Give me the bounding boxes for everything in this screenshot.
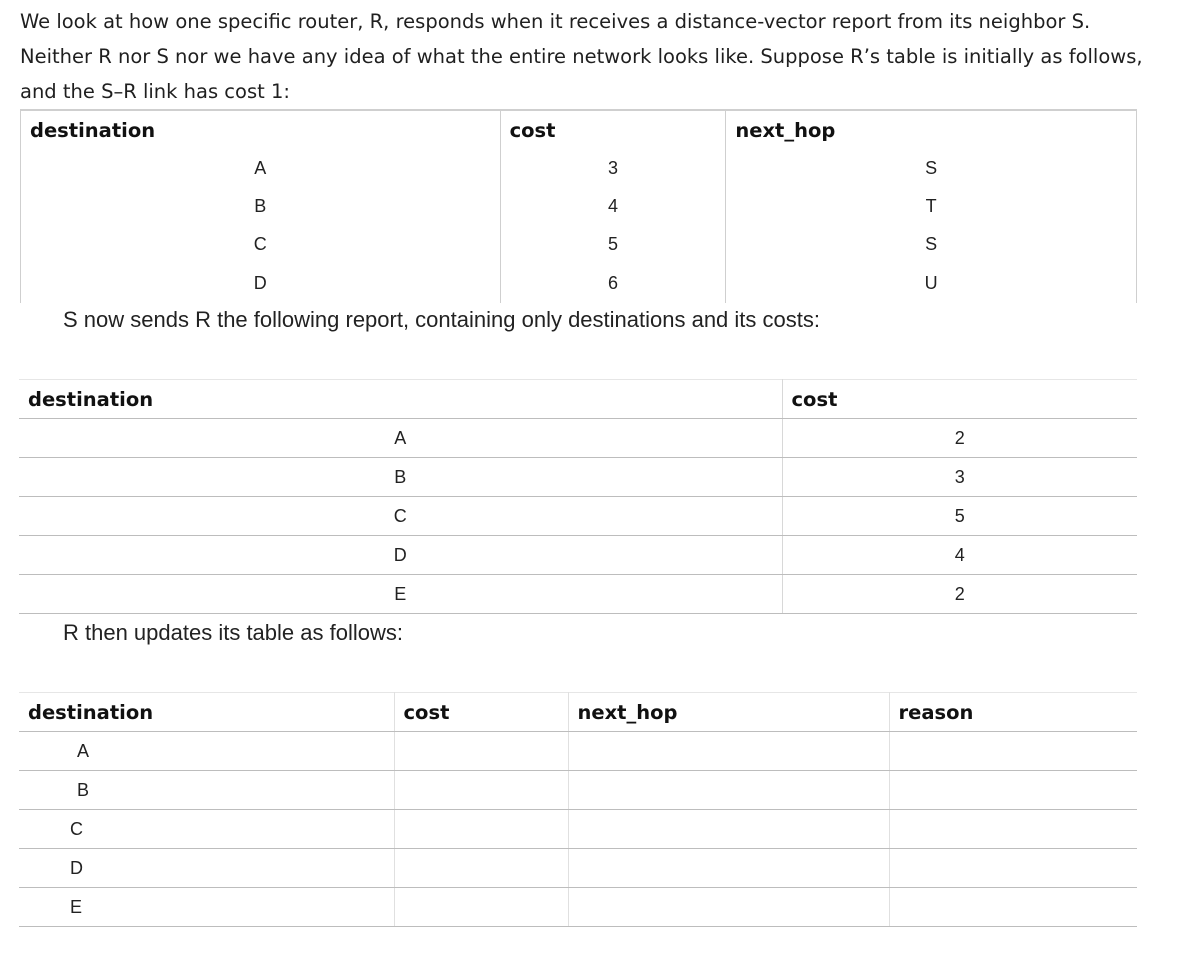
destination-cell: E xyxy=(19,888,394,927)
next-hop-cell xyxy=(568,732,889,771)
destination-cell: B xyxy=(21,187,501,225)
next-hop-cell: S xyxy=(726,225,1137,263)
table-row xyxy=(21,149,1137,187)
table-row xyxy=(19,497,1137,536)
cost-cell: 4 xyxy=(500,187,726,225)
initial-routing-table xyxy=(20,109,1137,303)
reason-cell xyxy=(889,849,1137,888)
next-hop-cell xyxy=(568,849,889,888)
cost-cell: 5 xyxy=(500,225,726,263)
cost-cell xyxy=(394,849,568,888)
cost-cell: 2 xyxy=(782,419,1137,458)
cost-cell: 3 xyxy=(500,149,726,187)
update-caption: R then updates its table as follows: xyxy=(63,620,403,645)
header-cost: cost xyxy=(500,110,726,149)
table-row xyxy=(21,263,1137,303)
next-hop-cell: T xyxy=(726,187,1137,225)
header-destination: destination xyxy=(21,110,501,149)
table-header-row xyxy=(19,380,1137,419)
destination-cell: C xyxy=(19,810,394,849)
table-row xyxy=(19,536,1137,575)
cost-cell xyxy=(394,771,568,810)
destination-cell: D xyxy=(21,263,501,303)
header-destination: destination xyxy=(19,693,394,732)
intro-line-1: We look at how one specific router, R, responds when it receives a distance-vector report from its neighbor S. xyxy=(20,10,1091,33)
header-reason: reason xyxy=(889,693,1137,732)
cost-cell: 4 xyxy=(782,536,1137,575)
destination-cell: C xyxy=(19,497,782,536)
next-hop-cell xyxy=(568,888,889,927)
cost-cell: 2 xyxy=(782,575,1137,614)
header-cost: cost xyxy=(782,380,1137,419)
header-destination: destination xyxy=(19,380,782,419)
destination-cell: A xyxy=(19,732,394,771)
table-row xyxy=(19,810,1137,849)
reason-cell xyxy=(889,732,1137,771)
destination-cell: D xyxy=(19,849,394,888)
header-cost: cost xyxy=(394,693,568,732)
updated-routing-table xyxy=(19,692,1137,927)
destination-cell: D xyxy=(19,536,782,575)
destination-cell: B xyxy=(19,771,394,810)
cost-cell: 6 xyxy=(500,263,726,303)
destination-cell: E xyxy=(19,575,782,614)
header-next-hop: next_hop xyxy=(726,110,1137,149)
table-row xyxy=(19,849,1137,888)
destination-cell: C xyxy=(21,225,501,263)
destination-cell: A xyxy=(21,149,501,187)
table-row xyxy=(19,732,1137,771)
cost-cell: 5 xyxy=(782,497,1137,536)
cost-cell xyxy=(394,732,568,771)
table-row xyxy=(19,419,1137,458)
reason-cell xyxy=(889,771,1137,810)
intro-paragraph xyxy=(20,4,1150,109)
table-header-row xyxy=(19,693,1137,732)
intro-line-3: and the S–R link has cost 1: xyxy=(20,80,290,103)
table-row xyxy=(19,458,1137,497)
destination-cell: A xyxy=(19,419,782,458)
header-next-hop: next_hop xyxy=(568,693,889,732)
next-hop-cell: S xyxy=(726,149,1137,187)
next-hop-cell: U xyxy=(726,263,1137,303)
table-row xyxy=(21,187,1137,225)
table-row xyxy=(19,575,1137,614)
table-row xyxy=(19,888,1137,927)
cost-cell: 3 xyxy=(782,458,1137,497)
cost-cell xyxy=(394,888,568,927)
reason-cell xyxy=(889,888,1137,927)
table-row xyxy=(21,225,1137,263)
next-hop-cell xyxy=(568,771,889,810)
neighbor-report-table xyxy=(19,379,1137,614)
table-row xyxy=(19,771,1137,810)
next-hop-cell xyxy=(568,810,889,849)
report-caption: S now sends R the following report, containing only destinations and its costs: xyxy=(63,307,820,332)
reason-cell xyxy=(889,810,1137,849)
destination-cell: B xyxy=(19,458,782,497)
intro-line-2: Neither R nor S nor we have any idea of what the entire network looks like. Suppose R’s table is initially as follows, xyxy=(20,45,1143,68)
cost-cell xyxy=(394,810,568,849)
table-header-row xyxy=(21,110,1137,149)
